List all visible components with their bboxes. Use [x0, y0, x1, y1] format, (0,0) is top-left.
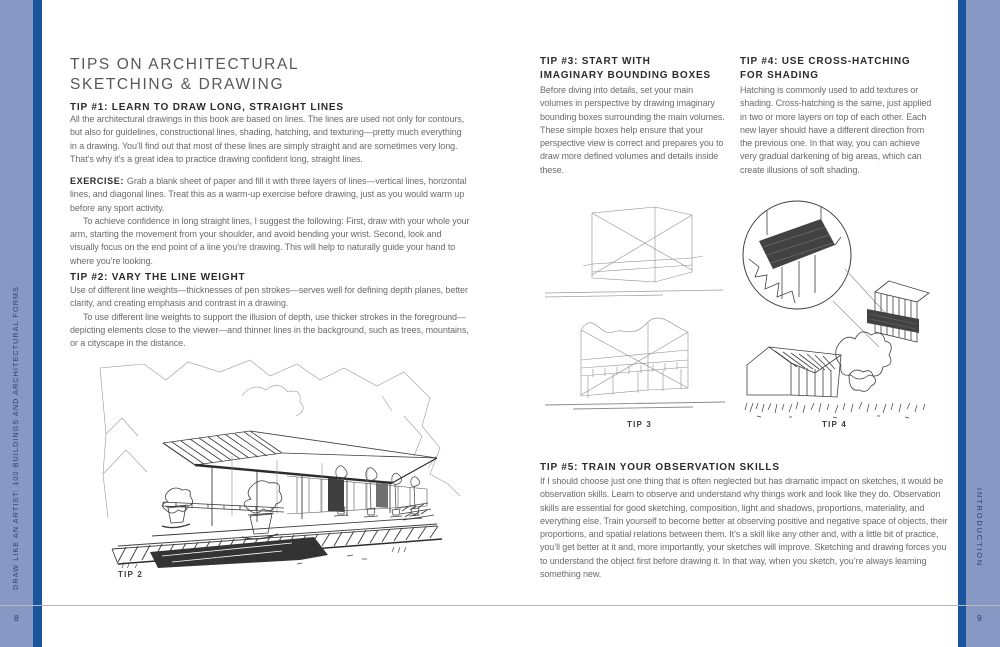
left-edge-dark-bar [33, 0, 42, 647]
exercise-paragraph-2: To achieve confidence in long straight lines, I suggest the following: First, draw with your whole your arm, starting the movement from your shoulder, and avoid bending your wrist. Second, look and visually focus on the end point of a line you’re drawing. This will help to naturally guide your hand to where you’re looking. [70, 215, 470, 266]
tip3-body [540, 84, 728, 177]
tip4-cross-hatching-sketch [737, 197, 937, 419]
exercise-label: EXERCISE: [70, 176, 124, 186]
tip3-heading [540, 55, 711, 82]
tip3-paragraph: Before diving into details, set your main volumes in perspective by drawing imaginary bounding boxes surrounding the main volumes. These simple boxes help ensure that your perspective view is correct and prepares you to draw more defined volumes and details inside these. [540, 85, 725, 175]
tip2-heading: TIP #2: VARY THE LINE WEIGHT [70, 272, 246, 283]
tip4-heading-line1: TIP #4: USE CROSS-HATCHING [740, 56, 911, 67]
exercise-paragraph [70, 175, 470, 215]
tip1-paragraph: All the architectural drawings in this book are based on lines. The lines are used not only for contours, but also for guidelines, constructional lines, shading, hatching, and texturing—pretty much everything in a drawing. You’ll find out that most of these lines are simply straight and are sometimes very long. That’s why it’s a great idea to practice drawing confident long, straight lines. [70, 114, 465, 164]
footer-rule [0, 605, 1000, 606]
tip2-figure [92, 356, 468, 568]
tip2-modern-house-sketch [92, 356, 468, 568]
tip3-heading-line1: TIP #3: START WITH [540, 56, 651, 67]
exercise-text: Grab a blank sheet of paper and fill it with three layers of lines—vertical lines, horizontal lines, and diagonal lines. Treat this as a warm-up exercise before drawing, just as you would warm up before any sport activity. [70, 176, 467, 213]
tip5-paragraph: If I should choose just one thing that is often neglected but has dramatic impact on sketches, it would be observation skills. Learn to observe and understand why things work and look like they do. Observation skills are essential for good sketching, composition, light and shadows, proportions, materiality, and everything else. Train yourself to become better at observing positive and negative space of objects, their proportions, and spatial relations between them. It’s a skill like any other and, with a little bit of practice, you’ll get better at it and, more importantly, your sketches will improve. Sketching and drawing forces you to understand the object first before drawing it. In that way, when you sketch, you’re always learning something new. [540, 476, 948, 580]
tip4-heading [740, 55, 910, 82]
page-title [70, 55, 299, 95]
tip5-heading: TIP #5: TRAIN YOUR OBSERVATION SKILLS [540, 462, 780, 473]
tip1-heading: TIP #1: LEARN TO DRAW LONG, STRAIGHT LINES [70, 102, 344, 113]
tip2-body [70, 284, 470, 350]
exercise-block [70, 175, 470, 268]
tip4-figure-label: TIP 4 [822, 420, 847, 429]
page-number-right: 9 [977, 613, 982, 623]
page-number-left: 8 [14, 613, 19, 623]
tip4-figure [737, 197, 937, 419]
chapter-spine-title: INTRODUCTION [975, 488, 984, 568]
tip4-body [740, 84, 938, 177]
tip3-figure [543, 200, 727, 418]
tip3-figure-label: TIP 3 [627, 420, 652, 429]
tip2-paragraph: Use of different line weights—thicknesses of pen strokes—serves well for defining depth planes, better clarity, and creating emphasis and contrast in a drawing. [70, 285, 468, 309]
tip1-body [70, 113, 470, 166]
tip3-bounding-box-sketch [543, 200, 727, 418]
page-title-line1: TIPS ON ARCHITECTURAL [70, 56, 300, 73]
tip3-heading-line2: IMAGINARY BOUNDING BOXES [540, 69, 711, 81]
tip5-body [540, 475, 954, 581]
tip2-paragraph-2: To use different line weights to support the illusion of depth, use thicker strokes in the foreground—depicting elements close to the viewer—and thinner lines in the background, such as trees, mountains, or a cityscape in the distance. [70, 311, 469, 349]
right-edge-dark-bar [958, 0, 966, 647]
tip4-paragraph: Hatching is commonly used to add textures or shading. Cross-hatching is the same, just applied in two or more layers on top of each other. Each new layer should have a different direction from the previous one. In that way, you can achieve very gradual darkening of big areas, which can create illusions of soft shading. [740, 85, 932, 175]
book-spine-title: DRAW LIKE AN ARTIST: 100 BUILDINGS AND ARCHITECTURAL FORMS [11, 286, 20, 590]
tip2-figure-label: TIP 2 [118, 570, 143, 579]
page-title-line2: SKETCHING & DRAWING [70, 76, 285, 93]
tip4-heading-line2: FOR SHADING [740, 69, 819, 81]
